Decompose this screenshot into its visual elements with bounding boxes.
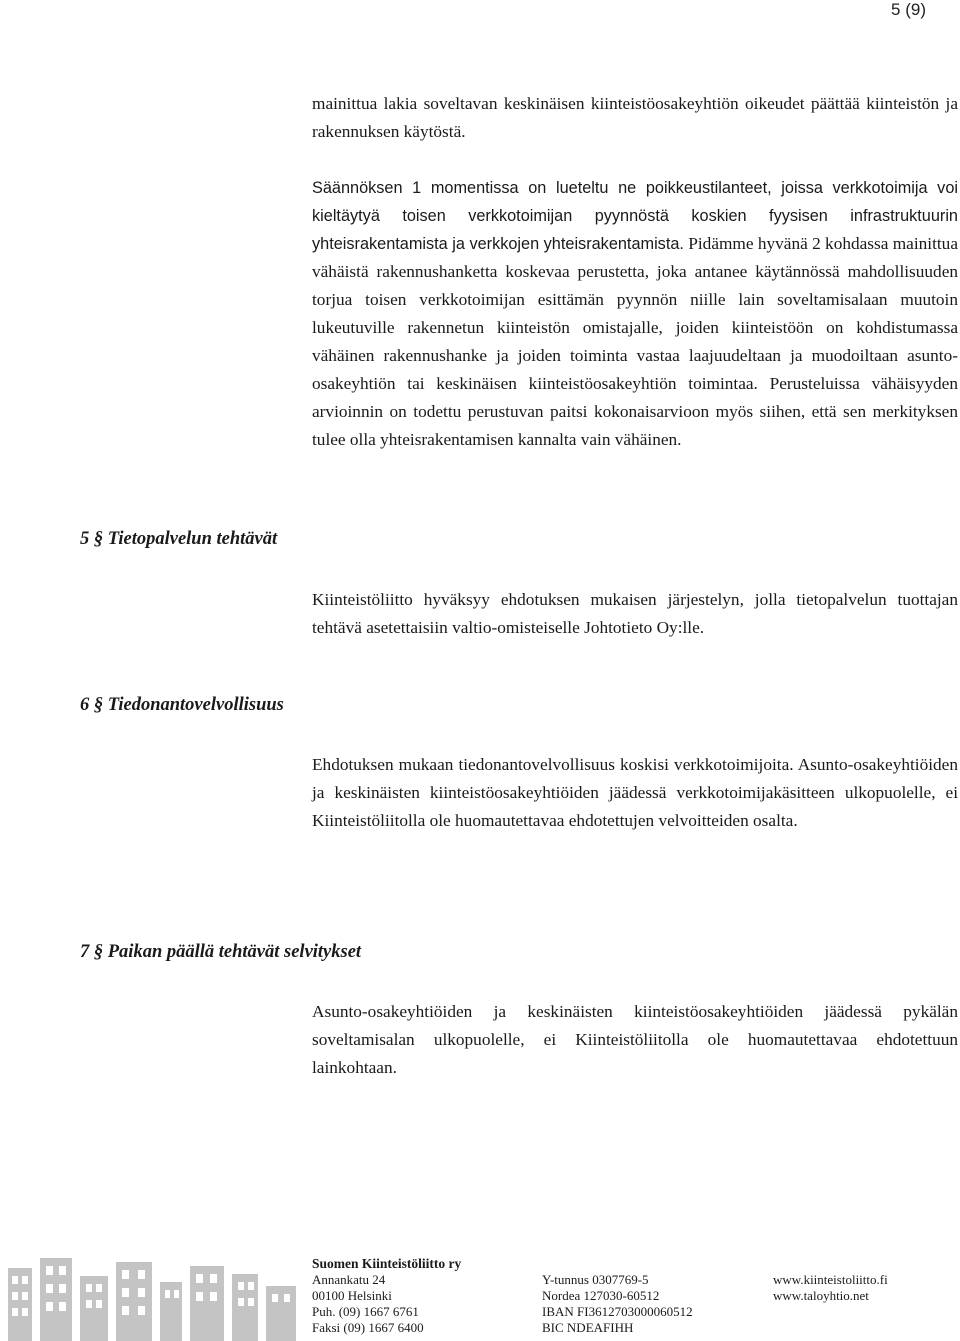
paragraph-exceptions-serif: Pidämme hyvänä 2 kohdassa mainittua vähäistä rakennushanketta koskevaa perustetta, joka antanee käytännössä mahdollisuuden torjua toisen verkkotoimijan esittämän pyynnön niille lain soveltamisalaan muutoin lukeutuville rakennetun kiinteistön omistajalle, joiden kiinteistöön on kohdistumassa vähäinen rakennushanke ja joiden toiminta vastaa laajuudeltaan ja muodoiltaan asunto-osakeyhtiön tai keskinäisen kiinteistöosakeyhtiön toimintaa. Perusteluissa vähäisyyden arvioinnin on todettu perustuvan paitsi kokonaisarvioon myös siihen, että sen merkityksen tulee olla yhteisrakentamisen kannalta vain vähäinen. (312, 234, 958, 449)
footer-postal: 00100 Helsinki (312, 1288, 392, 1303)
footer-link-kiinteistoliitto[interactable]: www.kiinteistoliitto.fi (773, 1272, 888, 1287)
footer-street: Annankatu 24 (312, 1272, 386, 1287)
paragraph-intro (312, 90, 958, 146)
section-7-text: Asunto-osakeyhtiöiden ja keskinäisten kiinteistöosakeyhtiöiden jäädessä pykälän soveltamisalan ulkopuolelle, ei Kiinteistöliitolla ole huomautettavaa ehdotettuun lainkohtaan. (312, 1002, 958, 1077)
section-7-heading: 7 § Paikan päällä tehtävät selvitykset (80, 942, 362, 962)
kiinteistoliitto-building-logo (0, 1252, 300, 1341)
paragraph-exceptions (312, 174, 958, 454)
footer-address (312, 1256, 461, 1336)
footer-business-id: Y-tunnus 0307769-5 (542, 1272, 649, 1287)
footer-bank (542, 1272, 693, 1336)
page-number: 5 (9) (891, 0, 926, 19)
footer-fax: Faksi (09) 1667 6400 (312, 1320, 424, 1335)
paragraph-intro-text: mainittua lakia soveltavan keskinäisen kiinteistöosakeyhtiön oikeudet päättää kiinteistön ja rakennuksen käytöstä. (312, 94, 958, 141)
section-6-text: Ehdotuksen mukaan tiedonantovelvollisuus koskisi verkkotoimijoita. Asunto-osakeyhtiöiden ja keskinäisten kiinteistöosakeyhtiöiden jäädessä verkkotoimijakäsitteen ulkopuolelle, ei Kiinteistöliitolla ole huomautettavaa ehdotettujen velvoitteiden osalta. (312, 755, 958, 830)
footer-link-taloyhtio[interactable]: www.taloyhtio.net (773, 1288, 869, 1303)
section-5-heading: 5 § Tietopalvelun tehtävät (80, 529, 278, 549)
footer-bic: BIC NDEAFIHH (542, 1320, 634, 1335)
section-6-heading: 6 § Tiedonantovelvollisuus (80, 695, 284, 715)
footer-iban: IBAN FI3612703000060512 (542, 1304, 693, 1319)
paragraph-exceptions-sans: Säännöksen 1 momentissa on lueteltu ne poikkeustilanteet, joissa verkkotoimija voi kieltäytyä toisen verkkotoimijan pyynnöstä koskien fyysisen infrastruktuurin yhteisrakentamista ja verkkojen yhteisrakentamista. (312, 179, 958, 253)
footer-org-name: Suomen Kiinteistöliitto ry (312, 1256, 462, 1271)
footer-web (773, 1272, 888, 1304)
footer-phone: Puh. (09) 1667 6761 (312, 1304, 419, 1319)
footer-account: Nordea 127030-60512 (542, 1288, 660, 1303)
section-5-text: Kiinteistöliitto hyväksyy ehdotuksen mukaisen järjestelyn, jolla tietopalvelun tuottajan tehtävä asetettaisiin valtio-omisteiselle Johtotieto Oy:lle. (312, 590, 958, 637)
